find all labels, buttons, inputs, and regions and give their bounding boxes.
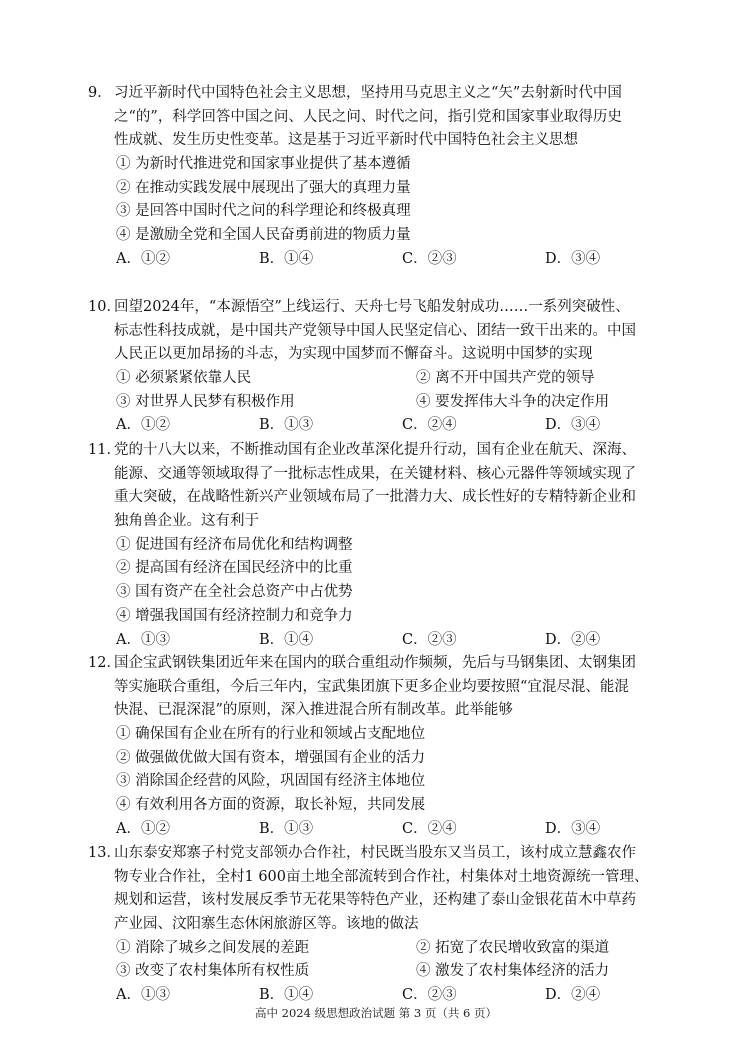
option-row — [88, 937, 688, 961]
page-footer: 高中 2024 级思想政治试题 第 3 页（共 6 页） — [255, 1006, 497, 1020]
answer-b: B．①④ — [259, 631, 314, 648]
question-stem-line: 快混、已混深混”的原则，深入推进混合所有制改革。此举能够 — [114, 702, 513, 719]
question-stem-line: 等实施联合重组，今后三年内，宝武集团旗下更多企业均要按照“宜混尽混、能混 — [114, 678, 629, 695]
option-1: ① 促进国有经济布局优化和结构调整 — [116, 536, 353, 553]
question-stem-line: 人民正以更加昂扬的斗志，为实现中国梦而不懈奋斗。这说明中国梦的实现 — [114, 346, 593, 363]
answer-a: A．①② — [116, 820, 170, 837]
question-number: 13． — [88, 845, 121, 861]
option-2: ② 拓宽了农民增收致富的渠道 — [416, 939, 610, 956]
option-4: ④ 激发了农村集体经济的活力 — [416, 963, 610, 980]
answer-choices — [88, 248, 688, 272]
option-4: ④ 是激励全党和全国人民奋勇前进的物质力量 — [116, 227, 411, 244]
answer-a: A．①③ — [116, 631, 170, 648]
question-stem-line: 回望2024年，“本源悟空”上线运行、天舟七号飞船发射成功……一系列突破性、 — [114, 299, 630, 315]
question-stem-line: 习近平新时代中国特色社会主义思想，坚持用马克思主义之“矢”去射新时代中国 — [114, 85, 622, 101]
answer-d: D．③④ — [545, 417, 601, 434]
option-3: ③ 对世界人民梦有积极作用 — [116, 393, 295, 410]
option-3: ③ 国有资产在全社会总资产中占优势 — [116, 584, 353, 601]
option-1: ① 确保国有企业在所有的行业和领域占支配地位 — [116, 726, 426, 743]
option-2: ② 离不开中国共产党的领导 — [416, 370, 595, 387]
option-4: ④ 增强我国国有经济控制力和竞争力 — [116, 607, 353, 624]
question-number: 11． — [88, 442, 121, 458]
option-1: ① 为新时代推进党和国家事业提供了基本遵循 — [116, 156, 411, 173]
answer-a: A．①② — [116, 250, 170, 267]
answer-b: B．①④ — [259, 250, 314, 267]
answer-d: D．③④ — [545, 250, 601, 267]
question-stem-line: 国企宝武钢铁集团近年来在国内的联合重组动作频频，先后与马钢集团、太钢集团 — [114, 655, 636, 671]
option-1: ① 消除了城乡之间发展的差距 — [116, 939, 310, 956]
answer-choices — [88, 818, 688, 842]
answer-c: C．②④ — [402, 417, 457, 434]
answer-d: D．②④ — [545, 987, 601, 1004]
option-2: ② 做强做优做大国有资本，增强国有企业的活力 — [116, 749, 426, 766]
question-number: 12． — [88, 655, 121, 671]
option-2: ② 在推动实践发展中展现出了强大的真理力量 — [116, 179, 411, 196]
option-3: ③ 改变了农村集体所有权性质 — [116, 963, 310, 980]
answer-b: B．①④ — [259, 987, 314, 1004]
answer-b: B．①③ — [259, 820, 314, 837]
option-row — [88, 960, 688, 984]
answer-choices — [88, 414, 688, 438]
question-13 — [88, 842, 688, 1008]
option-3: ③ 消除国企经营的风险，巩固国有经济主体地位 — [116, 773, 426, 790]
question-stem-line: 山东泰安郑寨子村党支部领办合作社，村民既当股东又当员工，该村成立慧鑫农作 — [114, 845, 636, 861]
question-stem-line: 独角兽企业。这有利于 — [114, 513, 259, 530]
question-stem-line: 性成就、发生历史性变革。这是基于习近平新时代中国特色社会主义思想 — [114, 132, 578, 149]
option-row — [88, 367, 688, 391]
question-12 — [88, 652, 688, 842]
question-stem-line: 产业园、汶阳寨生态休闲旅游区等。该地的做法 — [114, 916, 419, 933]
answer-choices — [88, 629, 688, 653]
question-number: 10． — [88, 299, 121, 315]
answer-c: C．②③ — [402, 987, 457, 1004]
question-stem-line: 之“的”，科学回答中国之问、人民之问、时代之问，指引党和国家事业取得历史 — [114, 108, 622, 125]
answer-d: D．②④ — [545, 631, 601, 648]
option-4: ④ 要发挥伟大斗争的决定作用 — [416, 393, 610, 410]
option-2: ② 提高国有经济在国民经济中的比重 — [116, 560, 353, 577]
question-number: 9． — [88, 85, 112, 101]
option-4: ④ 有效利用各方面的资源，取长补短，共同发展 — [116, 797, 426, 814]
option-3: ③ 是回答中国时代之问的科学理论和终极真理 — [116, 203, 411, 220]
option-row — [88, 391, 688, 415]
question-stem-line: 标志性科技成就，是中国共产党领导中国人民坚定信心、团结一致干出来的。中国 — [114, 322, 636, 339]
question-stem-line: 重大突破，在战略性新兴产业领域布局了一批潜力大、成长性好的专精特新企业和 — [114, 489, 636, 506]
question-stem-line: 能源、交通等领域取得了一批标志性成果，在关键材料、核心元器件等领域实现了 — [114, 465, 636, 482]
question-stem-line: 党的十八大以来，不断推动国有企业改革深化提升行动，国有企业在航天、深海、 — [114, 442, 636, 458]
answer-a: A．①② — [116, 417, 170, 434]
question-stem-line: 物专业合作社，全村1 600亩土地全部流转到合作社，村集体对土地资源统一管理、 — [114, 868, 649, 885]
question-stem-line: 规划和运营，该村发展反季节无花果等特色产业，还构建了泰山金银花苗木中草药 — [114, 892, 636, 909]
answer-b: B．①③ — [259, 417, 314, 434]
answer-c: C．②④ — [402, 820, 457, 837]
answer-d: D．③④ — [545, 820, 601, 837]
option-1: ① 必须紧紧依靠人民 — [116, 370, 252, 387]
question-10 — [88, 296, 688, 438]
answer-c: C．②③ — [402, 250, 457, 267]
question-11 — [88, 439, 688, 652]
answer-a: A．①③ — [116, 987, 170, 1004]
answer-c: C．②③ — [402, 631, 457, 648]
question-9 — [88, 82, 688, 272]
